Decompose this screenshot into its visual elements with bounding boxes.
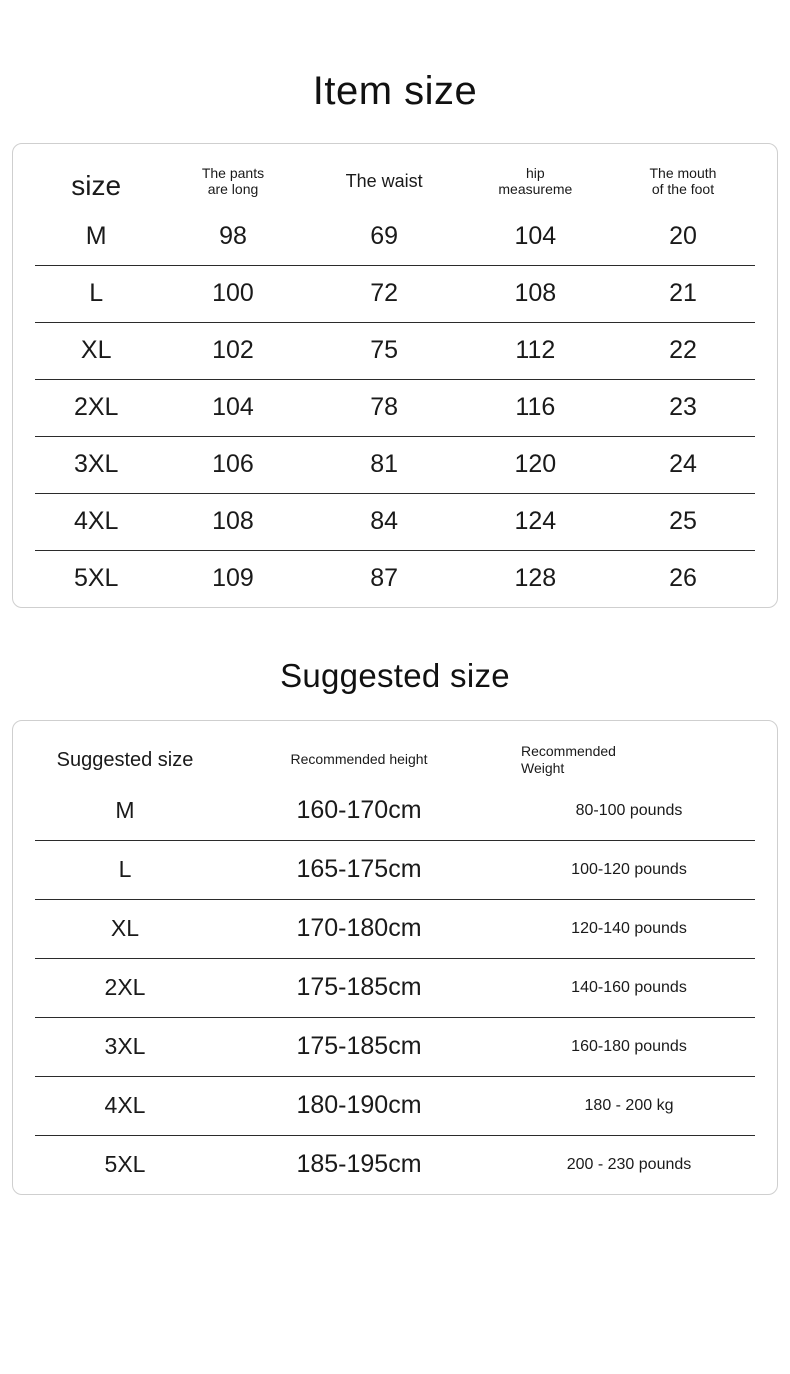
suggested-size-table-head [35,721,755,793]
table-row [35,550,755,607]
item-size-table-head [35,144,755,216]
cell-pants-length: 104 [157,379,308,436]
table-row [35,792,755,841]
cell-size: 4XL [35,493,157,550]
cell-hip: 120 [460,436,611,493]
column-header-foot-mouth [611,144,755,216]
table-header-row [35,721,755,793]
table-row [35,216,755,266]
column-header-line1: The mouth [649,164,717,181]
cell-size: 3XL [35,436,157,493]
cell-foot-mouth: 21 [611,265,755,322]
table-row [35,900,755,959]
cell-hip: 128 [460,550,611,607]
table-row [35,1018,755,1077]
cell-waist: 75 [309,322,460,379]
cell-height: 180-190cm [215,1077,503,1136]
cell-weight: 80-100 pounds [575,801,683,819]
column-header-line1: The pants [201,164,265,181]
table-row [35,1077,755,1136]
cell-size: 2XL [35,379,157,436]
column-header-line1: hip [526,164,545,181]
cell-height: 175-185cm [215,959,503,1018]
table-row [35,493,755,550]
cell-size: 2XL [35,959,215,1018]
column-header-waist: The waist [345,170,423,191]
table-row [35,959,755,1018]
suggested-size-title: Suggested size [280,657,510,695]
cell-size: M [115,797,135,824]
cell-height: 185-195cm [215,1136,503,1195]
cell-pants-length: 100 [157,265,308,322]
cell-pants-length: 108 [157,493,308,550]
cell-waist: 84 [309,493,460,550]
cell-foot-mouth: 26 [611,550,755,607]
cell-height: 175-185cm [215,1018,503,1077]
cell-weight: 140-160 pounds [503,959,755,1018]
cell-foot-mouth: 24 [611,436,755,493]
column-header-pants-length [157,144,308,216]
column-header-line2: measureme [498,180,573,197]
cell-height: 165-175cm [215,841,503,900]
cell-waist: 78 [309,379,460,436]
item-size-table-body [35,216,755,607]
cell-weight: 100-120 pounds [503,841,755,900]
item-size-card [12,143,778,608]
cell-size: 5XL [35,1136,215,1195]
column-header-line1: Recommended [521,742,616,759]
table-row [35,265,755,322]
cell-height: 170-180cm [215,900,503,959]
cell-size: 4XL [35,1077,215,1136]
cell-waist: 81 [309,436,460,493]
cell-pants-length: 109 [157,550,308,607]
size-chart-page [0,27,790,1374]
column-header-recommended-height: Recommended height [290,751,428,768]
cell-weight: 180 - 200 kg [503,1077,755,1136]
suggested-size-table-body [35,792,755,1194]
cell-hip: 104 [514,221,557,250]
cell-foot-mouth: 20 [669,221,697,250]
cell-size: L [35,841,215,900]
item-size-table [35,144,755,607]
column-header-line2: are long [207,180,259,197]
cell-weight: 120-140 pounds [503,900,755,959]
cell-pants-length: 106 [157,436,308,493]
cell-weight: 160-180 pounds [503,1018,755,1077]
cell-size: XL [35,322,157,379]
cell-size: 3XL [35,1018,215,1077]
table-row [35,1136,755,1195]
table-row [35,841,755,900]
cell-waist: 69 [370,221,399,250]
cell-foot-mouth: 23 [611,379,755,436]
cell-size: 5XL [35,550,157,607]
column-header-size: size [71,169,122,201]
cell-size: L [35,265,157,322]
table-header-row [35,144,755,216]
item-size-title: Item size [312,68,478,113]
cell-foot-mouth: 25 [611,493,755,550]
column-header-line2: Weight [521,759,565,776]
cell-hip: 112 [460,322,611,379]
cell-hip: 108 [460,265,611,322]
cell-waist: 87 [309,550,460,607]
suggested-size-card [12,720,778,1196]
column-header-recommended-weight [503,721,755,793]
cell-height: 160-170cm [296,796,422,825]
cell-size: XL [35,900,215,959]
cell-hip: 124 [460,493,611,550]
column-header-hip [460,144,611,216]
table-row [35,436,755,493]
table-row [35,379,755,436]
column-header-suggested-size: Suggested size [56,748,194,771]
table-row [35,322,755,379]
cell-weight: 200 - 230 pounds [503,1136,755,1195]
column-header-line2: of the foot [651,180,715,197]
cell-pants-length: 102 [157,322,308,379]
cell-pants-length: 98 [219,221,247,250]
suggested-size-table [35,721,755,1195]
cell-foot-mouth: 22 [611,322,755,379]
cell-hip: 116 [460,379,611,436]
cell-size: M [85,221,107,250]
cell-waist: 72 [309,265,460,322]
